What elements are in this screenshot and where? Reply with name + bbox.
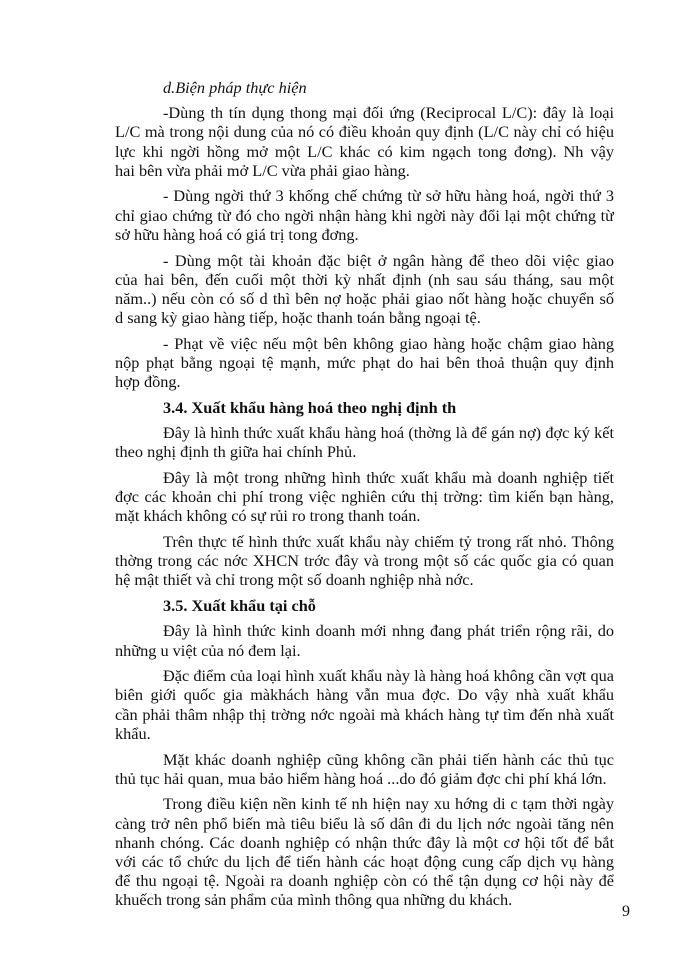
text-line: Đây là một trong những hình thức xuất khẩu mà doanh nghiệp tiết bbox=[163, 467, 614, 487]
text-line: của hai bên, đến cuối một thời kỳ nhất định (nh sau sáu tháng, sau một bbox=[115, 269, 614, 289]
text-line: để thu ngoại tệ. Ngoài ra doanh nghiệp còn có thể tận dụng cơ hội này để bbox=[115, 871, 614, 891]
text-line: đợc các khoản chi phí trong việc nghiên cứu thị trờng: tìm kiến bạn hàng, bbox=[115, 487, 614, 507]
paragraph bbox=[115, 103, 614, 180]
text-line: hệ mật thiết và chỉ trong một số doanh nghiệp nhà nớc. bbox=[115, 570, 474, 590]
document-blocks bbox=[115, 103, 614, 909]
paragraph bbox=[115, 666, 614, 743]
text-line: Đặc điểm của loại hình xuất khẩu này là hàng hoá không cần vợt qua bbox=[163, 666, 614, 686]
text-line: nộp phạt bằng ngoại tệ mạnh, mức phạt do hai bên thoả thuận quy định bbox=[115, 353, 614, 372]
text-line: lực khi ngời hồng mở một L/C khác có kim ngạch tong đơng). Nh vậy bbox=[115, 141, 614, 161]
text-line: - Dùng ngời thứ 3 khống chế chứng từ sở hữu hàng hoá, ngời thứ 3 bbox=[163, 186, 614, 206]
text-line: khuếch trong sản phẩm của mình thông qua những du khách. bbox=[115, 890, 513, 910]
page-number: 9 bbox=[622, 903, 630, 920]
text-line: sở hữu hàng hoá có giá trị tong đơng. bbox=[115, 224, 359, 244]
paragraph bbox=[115, 186, 614, 244]
text-line: thờng trong các nớc XHCN trớc đây và trong một số các quốc gia có quan bbox=[115, 551, 614, 571]
text-line: càng trở nên phổ biến mà tiêu biểu là số dân đi du lịch nớc ngoài tăng nên bbox=[115, 813, 614, 833]
section-heading: 3.4. Xuất khẩu hàng hoá theo nghị định th bbox=[163, 397, 457, 417]
text-line: - Dùng một tài khoản đặc biệt ở ngân hàng để theo dõi việc giao bbox=[163, 250, 614, 270]
text-line: biên giới quốc gia màkhách hàng vẫn mua đợc. Do vậy nhà xuất khẩu bbox=[115, 685, 614, 705]
text-line: thủ tục hải quan, mua bảo hiểm hàng hoá ...do đó giảm đợc chi phí khá lớn. bbox=[115, 768, 607, 788]
paragraph bbox=[115, 532, 614, 590]
text-line: Mặt khác doanh nghiệp cũng không cần phải tiến hành các thủ tục bbox=[163, 749, 614, 769]
section-heading: 3.5. Xuất khẩu tại chỗ bbox=[163, 596, 316, 616]
text-line: hợp đồng. bbox=[115, 372, 181, 392]
text-line: nhanh chóng. Các doanh nghiệp có nhận thức đây là một cơ hội tốt để bắt bbox=[115, 832, 614, 852]
paragraph bbox=[115, 334, 614, 392]
text-line: -Dùng th tín dụng thong mại đối ứng (Reciprocal L/C): đây là loại bbox=[163, 103, 614, 123]
text-line: L/C mà trong nội dung của nó có điều khoản quy định (L/C này chỉ có hiệu bbox=[115, 122, 614, 142]
text-line: Đây là hình thức xuất khẩu hàng hoá (thờng là để gán nợ) đợc ký kết bbox=[163, 423, 614, 443]
paragraph bbox=[115, 621, 614, 659]
text-line: hai bên vừa phải mở L/C vừa phải giao hàng. bbox=[115, 160, 410, 180]
subsection-title: d.Biện pháp thực hiện bbox=[163, 78, 307, 97]
text-line: khẩu. bbox=[115, 723, 151, 743]
text-line: Trên thực tế hình thức xuất khẩu này chiếm tỷ trong rất nhỏ. Thông bbox=[163, 532, 614, 552]
paragraph bbox=[115, 423, 614, 461]
paragraph bbox=[115, 794, 614, 909]
paragraph bbox=[115, 251, 614, 328]
text-line: Trong điều kiện nền kinh tế nh hiện nay xu hớng di c tạm thời ngày bbox=[163, 794, 614, 814]
text-line: những u việt của nó đem lại. bbox=[115, 640, 301, 660]
text-line: với các tổ chức du lịch để tiến hành các hoạt động cung cấp dịch vụ hàng bbox=[115, 851, 614, 871]
text-line: theo nghị định th giữa hai chính Phủ. bbox=[115, 442, 357, 462]
text-line: Đây là hình thức kinh doanh mới nhng đang phát triển rộng rãi, do bbox=[163, 621, 614, 641]
document-body bbox=[115, 78, 614, 916]
text-line: - Phạt về việc nếu một bên không giao hàng hoặc chậm giao hàng bbox=[163, 333, 614, 353]
text-line: chỉ giao chứng từ đó cho ngời nhận hàng khi ngời này đổi lại một chứng từ bbox=[115, 205, 614, 225]
text-line: năm..) nếu còn có số d thì bên nợ hoặc phải giao nốt hàng hoặc chuyển số bbox=[115, 288, 614, 308]
paragraph bbox=[115, 468, 614, 526]
paragraph bbox=[115, 750, 614, 788]
text-line: mặt khách không có sự rủi ro trong thanh toán. bbox=[115, 506, 421, 526]
text-line: cần phải thâm nhập thị trờng nớc ngoài mà khách hàng tự tìm đến nhà xuất bbox=[115, 704, 614, 724]
text-line: d sang kỳ giao hàng tiếp, hoặc thanh toán bằng ngoại tệ. bbox=[115, 308, 481, 328]
